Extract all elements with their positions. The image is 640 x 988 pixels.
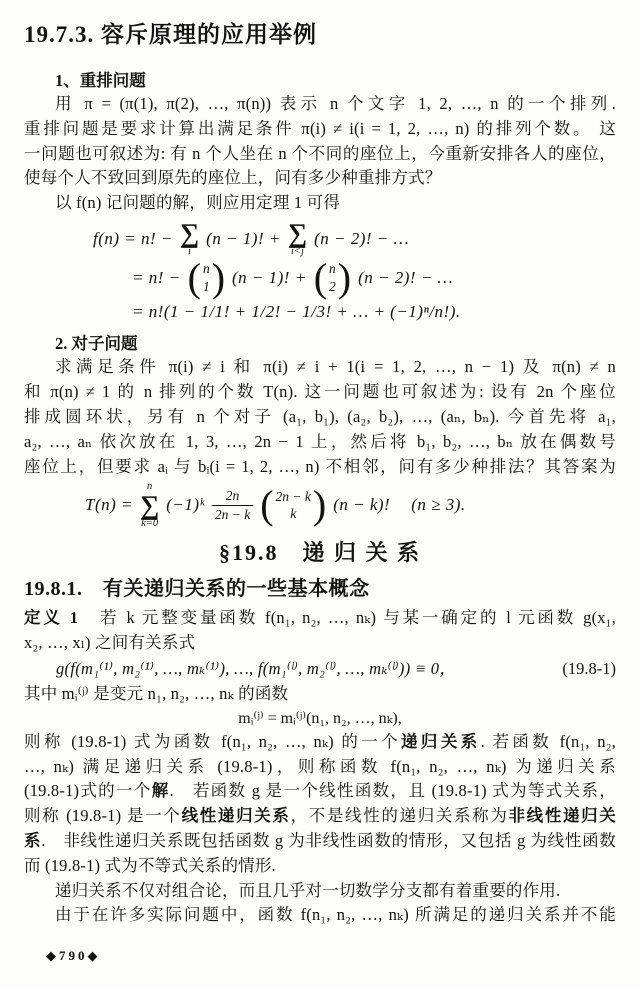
- math-text: (n − 2)! − …: [314, 229, 410, 249]
- paragraph-text: . 若函数 g 是一个线性函数，且 (19.8-1) 式为等式关系，: [169, 781, 617, 801]
- formula-menage: [85, 481, 616, 529]
- paragraph-text: . 非线性递归关系既包括函数 g 为非线性函数的情形，又包括 g 为线性函数: [41, 830, 616, 850]
- paragraph-line: [24, 730, 616, 755]
- paragraph-line: x₂, …, xₗ) 之间有关系式: [24, 633, 196, 653]
- paragraph-line: 重排问题是要求计算出满足条件 π(i) ≠ i(i = 1, 2, …, n) 的排列个数。 这: [24, 118, 616, 138]
- bold-term: 解: [151, 781, 170, 801]
- left-paren: (: [313, 254, 328, 300]
- paragraph-line: [24, 804, 616, 829]
- paragraph-line: 求满足条件 π(i) ≠ i 和 π(i) ≠ i + 1(i = 1, 2, …, n − 1) 及 π(n) ≠ n: [55, 357, 616, 377]
- sum-operator: [140, 481, 159, 529]
- math-text: (n − 1)! +: [206, 229, 281, 249]
- sigma-glyph: ∑: [179, 217, 200, 248]
- section-heading-19-8-1: 19.8.1. 有关递归关系的一些基本概念: [24, 578, 370, 601]
- paragraph-line: [24, 829, 616, 854]
- binomial-coefficient: [313, 254, 352, 300]
- paragraph-text: . 若函数 f(n₁, n₂,: [480, 731, 616, 751]
- right-paren: ): [211, 254, 226, 300]
- paragraph-line: a₂, …, aₙ 依次放在 1, 3, …, 2n − 1 上，然后将 b₁, b₂, …, bₙ 放在偶数号: [24, 431, 616, 451]
- binomial-top: n: [202, 261, 210, 277]
- paragraph-line: 排成圆环状，另有 n 个对子 (a₁, b₁), (a₂, b₂), …, (aₙ, bₙ). 今首先将 a₁,: [24, 407, 616, 427]
- sum-operator: [287, 217, 308, 257]
- binomial-coefficient: [260, 481, 327, 527]
- binomial-top: 2n − k: [275, 488, 311, 504]
- formula-recurrence: [24, 656, 616, 682]
- section-heading-19-8: §19.8 递 归 关 系: [218, 540, 421, 566]
- paragraph-text: 若 k 元整变量函数 f(n₁, n₂, …, nₖ) 与某一确定的 l 元函数 g(x₁,: [78, 608, 616, 628]
- sum-lower-limit: k=0: [141, 517, 159, 529]
- binomial-top: n: [329, 261, 336, 277]
- paragraph-text: 则称 (19.8-1) 式为函数 f(n₁, n₂, …, nₖ) 的一个: [24, 731, 402, 751]
- math-text: (n − 2)! − …: [358, 267, 454, 287]
- sigma-glyph: ∑: [287, 217, 308, 248]
- paragraph-text: ，不是线性的递归关系称为: [290, 806, 509, 826]
- math-text: f(n) = n! −: [93, 229, 173, 249]
- left-paren: (: [187, 254, 201, 300]
- sum-lower-limit: i: [188, 245, 191, 257]
- binomial-bottom: 2: [329, 278, 336, 294]
- math-text: (−1)ᵏ: [166, 495, 205, 515]
- sigma-glyph: ∑: [140, 489, 160, 520]
- equation-label: (19.8-1): [562, 658, 616, 678]
- binomial-stack: [201, 260, 212, 295]
- math-text: (n − 1)! +: [232, 267, 307, 287]
- formula-derangement-line1: [93, 217, 616, 257]
- paragraph-line: 使每个人不致回到原先的座位上，问有多少种重排方式？: [24, 168, 442, 188]
- paragraph-line: 其中 mᵢ⁽ʲ⁾ 是变元 n₁, n₂, …, nₖ 的函数: [24, 683, 289, 703]
- page-number: ◆790◆: [46, 948, 101, 963]
- paragraph-line: 以 f(n) 记问题的解，则应用定理 1 可得: [55, 193, 341, 213]
- math-text: = n!(1 − 1/1! + 1/2! − 1/3! + … + (−1)ⁿ/n!).: [132, 302, 461, 322]
- paragraph-line: …, nₖ) 满足递归关系 (19.8-1)，则称函数 f(n₁, n₂, …, nₖ) 为递归关系: [24, 756, 616, 776]
- bold-term: 线性递归关系: [181, 806, 291, 826]
- sum-upper-limit: n: [147, 481, 153, 493]
- formula-derangement-line3: [132, 299, 616, 324]
- binomial-bottom: k: [290, 506, 297, 522]
- subsection-title-menage: 2. 对子问题: [55, 334, 138, 354]
- paragraph-line: 而 (19.8-1) 式为不等式关系的情形.: [24, 855, 276, 875]
- bold-term: 递归关系: [401, 731, 481, 751]
- formula-m-function: mᵢ⁽ʲ⁾ = mᵢ⁽ʲ⁾(n₁, n₂, …, nₖ),: [238, 709, 402, 727]
- paragraph-line: 由于在许多实际问题中，函数 f(n₁, n₂, …, nₖ) 所满足的递归关系并不能: [55, 905, 616, 925]
- binomial-stack: [274, 488, 313, 523]
- math-text: (n − k)!: [333, 495, 391, 515]
- right-paren: ): [312, 481, 327, 527]
- paragraph-text: (19.8-1)式的一个: [24, 781, 152, 801]
- formula-derangement-line2: [132, 254, 616, 300]
- paragraph-line: 座位上，但要求 aᵢ 与 bᵢ(i = 1, 2, …, n) 不相邻，问有多少种排法？其答案为: [24, 456, 616, 476]
- definition-label: 定义 1: [24, 608, 79, 628]
- paragraph-line: 用 π = (π(1), π(2), …, π(n)) 表示 n 个文字 1, 2, …, n 的一个排列.: [55, 94, 616, 113]
- section-heading-19-7-3: 19.7.3. 容斥原理的应用举例: [24, 22, 317, 47]
- subsection-title-derangement: 1、重排问题: [55, 71, 146, 90]
- bold-term: 系: [24, 830, 42, 850]
- paragraph-line: 递归关系不仅对组合论，而且几乎对一切数学分支都有着重要的作用.: [55, 880, 561, 900]
- fraction-denominator: 2n − k: [212, 505, 253, 524]
- paragraph-line: 一问题也可叙述为: 有 n 个人坐在 n 个不同的座位上，今重新安排各人的座位，: [24, 143, 616, 163]
- math-text: T(n) =: [85, 495, 133, 515]
- binomial-coefficient: [187, 254, 226, 300]
- bold-term: 非线性递归关: [508, 806, 617, 826]
- math-text: = n! −: [132, 267, 181, 287]
- fraction: [212, 487, 253, 523]
- left-paren: (: [260, 481, 274, 527]
- math-condition: (n ≥ 3).: [411, 495, 466, 515]
- right-paren: ): [337, 254, 352, 300]
- paragraph-text: 则称 (19.8-1) 是一个: [24, 806, 182, 826]
- math-text: g(f(m₁⁽¹⁾, m₂⁽¹⁾, …, mₖ⁽¹⁾), …, f(m₁⁽ˡ⁾, m₂⁽ˡ⁾, …, mₖ⁽ˡ⁾)) ≡ 0，: [56, 658, 457, 678]
- definition-paragraph-line: [24, 606, 616, 631]
- paragraph-line: [24, 779, 616, 804]
- binomial-stack: [327, 260, 338, 295]
- paragraph-line: 和 π(n) ≠ 1 的 n 排列的个数 T(n). 这一问题也可叙述为: 设有 2n 个座位: [24, 382, 616, 402]
- sum-operator: [179, 217, 200, 257]
- binomial-bottom: 1: [202, 278, 210, 294]
- sum-lower-limit: i<j: [291, 245, 304, 257]
- fraction-numerator: 2n: [225, 488, 240, 504]
